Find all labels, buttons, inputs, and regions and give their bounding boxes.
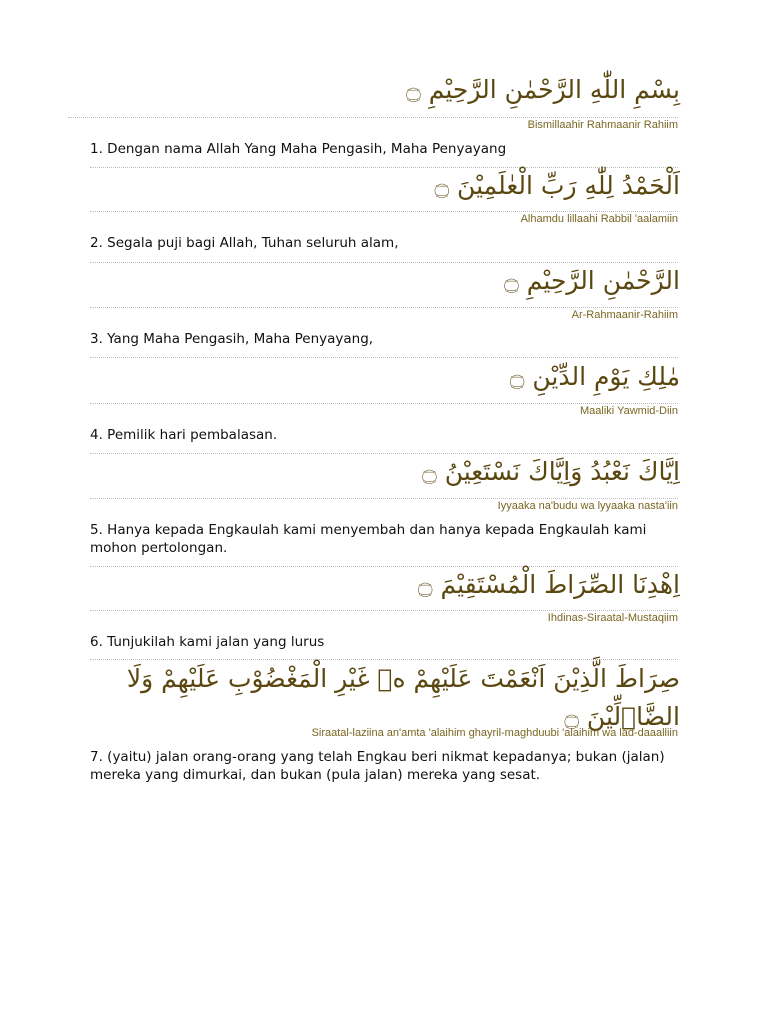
verse-3-transliteration: Ar-Rahmaanir-Rahiim [571,309,678,321]
verse-6-translation: 6. Tunjukilah kami jalan yang lurus [90,634,325,650]
verse-3-translation: 3. Yang Maha Pengasih, Maha Penyayang, [90,331,374,347]
verse-4-translation: 4. Pemilik hari pembalasan. [90,427,278,443]
separator [90,498,678,499]
separator [90,307,678,308]
verse-1-translation: 1. Dengan nama Allah Yang Maha Pengasih, Maha Penyayang [90,141,507,157]
separator [90,211,678,212]
verse-6-transliteration: Ihdinas-Siraatal-Mustaqiim [547,612,678,624]
separator [90,610,678,611]
separator [90,403,678,404]
verse-2-translation: 2. Segala puji bagi Allah, Tuhan seluruh alam, [90,235,399,251]
verse-7-arabic: صِرَاطَ الَّذِيْنَ اَنْعَمْتَ عَلَيْهِمْ ەۙ غَيْرِ الْمَغْضُوْبِ عَلَيْهِمْ وَلَا الضَّاۤلِّيْنَ ۝ [126,664,680,731]
verse-1-transliteration: Bismillaahir Rahmaanir Rahiim [527,119,678,131]
verse-5-translation: 5. Hanya kepada Engkaulah kami menyembah dan hanya kepada Engkaulah kami mohon pertolongan. [90,522,647,556]
separator [90,357,678,358]
verse-2-arabic: اَلْحَمْدُ لِلّٰهِ رَبِّ الْعٰلَمِيْنَ ۝ [434,171,680,200]
verse-6-arabic: اِهْدِنَا الصِّرَاطَ الْمُسْتَقِيْمَ ۝ [417,570,680,599]
separator [68,117,678,118]
verse-5-transliteration: Iyyaaka na'budu wa lyyaaka nasta'iin [497,500,678,512]
verse-7-transliteration: Siraatal-laziina an'amta 'alaihim ghayril-maghduubi 'alaihim wa lad-daaalliin [311,727,678,739]
verse-4-transliteration: Maaliki Yawmid-Diin [579,405,678,417]
verse-4-arabic: مٰلِكِ يَوْمِ الدِّيْنِ ۝ [509,362,680,391]
verse-3-arabic: الرَّحْمٰنِ الرَّحِيْمِ ۝ [504,266,680,295]
verse-2-transliteration: Alhamdu lillaahi Rabbil 'aalamiin [520,213,678,225]
verse-1-arabic: بِسْمِ اللّٰهِ الرَّحْمٰنِ الرَّحِيْمِ ۝ [406,75,680,104]
verse-7-translation: 7. (yaitu) jalan orang-orang yang telah Engkau beri nikmat kepadanya; bukan (jalan) mereka yang dimurkai, dan bukan (pula jalan) mereka yang sesat. [90,749,665,783]
verse-5-arabic: اِيَّاكَ نَعْبُدُ وَاِيَّاكَ نَسْتَعِيْنُ ۝ [422,457,680,486]
